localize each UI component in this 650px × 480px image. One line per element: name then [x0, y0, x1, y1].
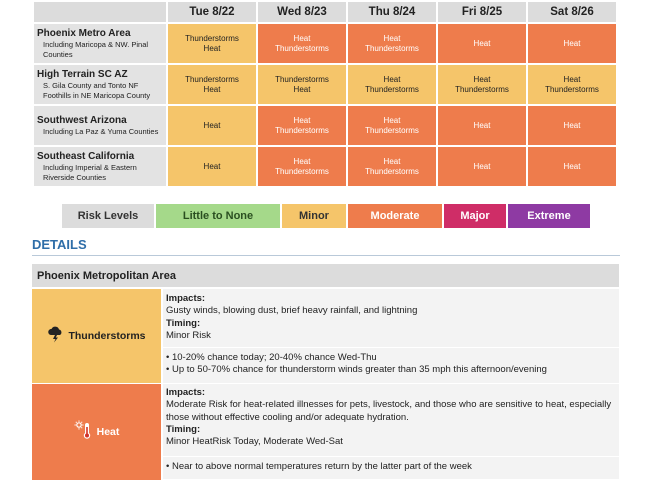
- legend-major: Major: [444, 204, 506, 228]
- hazard-line: Heat: [383, 156, 401, 166]
- impacts-text: Gusty winds, blowing dust, brief heavy rainfall, and lightning: [166, 305, 418, 317]
- timing-text: Minor HeatRisk Today, Moderate Wed-Sat: [166, 436, 343, 448]
- hazard-line: Heat: [293, 84, 311, 94]
- hazard-line: Heat: [203, 161, 221, 171]
- region-header: [33, 23, 167, 64]
- forecast-cell: [437, 105, 527, 146]
- forecast-cell: [257, 105, 347, 146]
- hazard-line: Thunderstorms: [275, 125, 329, 135]
- forecast-cell: [347, 23, 437, 64]
- region-row: [33, 105, 617, 146]
- day-header: Sat 8/26: [527, 1, 617, 23]
- region-row: [33, 23, 617, 64]
- hazard-line: Heat: [383, 115, 401, 125]
- thermometer-sun-icon: [74, 420, 94, 445]
- hazard-line: Heat: [563, 161, 581, 171]
- hazard-line: Thunderstorms: [275, 74, 329, 84]
- region-row: [33, 64, 617, 105]
- region-subtitle: Including Maricopa & NW. Pinal Counties: [43, 40, 149, 59]
- hazard-line: Heat: [203, 43, 221, 53]
- impacts-heading: Impacts:: [166, 387, 206, 398]
- forecast-cell: [347, 146, 437, 187]
- day-header: Thu 8/24: [347, 1, 437, 23]
- forecast-cell: [527, 146, 617, 187]
- hazard-line: Thunderstorms: [365, 166, 419, 176]
- heat-impacts: [163, 384, 619, 456]
- legend-title: Risk Levels: [62, 204, 154, 228]
- hazard-line: Thunderstorms: [275, 166, 329, 176]
- hazard-line: Heat: [383, 33, 401, 43]
- hazard-line: Heat: [383, 74, 401, 84]
- hazard-line: Heat: [293, 33, 311, 43]
- hazard-line: Thunderstorms: [545, 84, 599, 94]
- legend-minor: Minor: [282, 204, 346, 228]
- details-divider: [32, 255, 620, 256]
- forecast-cell: [527, 105, 617, 146]
- hazard-line: Heat: [563, 120, 581, 130]
- day-header: Tue 8/22: [167, 1, 257, 23]
- forecast-cell: [257, 23, 347, 64]
- forecast-cell: [437, 64, 527, 105]
- hazard-line: Heat: [203, 120, 221, 130]
- timing-heading: Timing:: [166, 317, 201, 329]
- details-heading: DETAILS: [32, 237, 87, 252]
- hazard-line: Thunderstorms: [365, 125, 419, 135]
- impacts-heading: Impacts:: [166, 293, 206, 304]
- forecast-header-row: [33, 1, 617, 23]
- heat-bullets: [163, 457, 619, 479]
- forecast-cell: [437, 146, 527, 187]
- forecast-cell: [347, 64, 437, 105]
- region-name: Southwest Arizona: [37, 114, 127, 126]
- hazard-line: Thunderstorms: [365, 43, 419, 53]
- impacts-text: Moderate Risk for heat-related illnesses for pets, livestock, and those who are sensitive to heat, especially those without effective cooling and/or adequate hydration.: [166, 399, 612, 423]
- hazard-line: Heat: [473, 161, 491, 171]
- day-header: Fri 8/25: [437, 1, 527, 23]
- hazard-line: Thunderstorms: [185, 33, 239, 43]
- legend-little-to-none: Little to None: [156, 204, 280, 228]
- day-header: Wed 8/23: [257, 1, 347, 23]
- bullet-item: • 10-20% chance today; 20-40% chance Wed-Thu: [166, 352, 377, 363]
- legend-extreme: Extreme: [508, 204, 590, 228]
- bullet-item: • Up to 50-70% chance for thunderstorm winds greater than 35 mph this afternoon/evening: [166, 364, 547, 376]
- hazard-line: Heat: [473, 38, 491, 48]
- forecast-cell: [527, 23, 617, 64]
- heat-label-cell: [32, 384, 161, 480]
- thunderstorms-impacts: [163, 289, 619, 347]
- hazard-line: Heat: [563, 38, 581, 48]
- hazard-line: Heat: [293, 156, 311, 166]
- hazard-line: Thunderstorms: [455, 84, 509, 94]
- region-header: [33, 146, 167, 187]
- forecast-cell: [437, 23, 527, 64]
- region-name: High Terrain SC AZ: [37, 69, 128, 80]
- hazard-line: Thunderstorms: [275, 43, 329, 53]
- thunderstorms-label: Thunderstorms: [68, 330, 146, 342]
- timing-heading: Timing:: [166, 423, 201, 435]
- hazard-line: Heat: [293, 115, 311, 125]
- region-name: Phoenix Metro Area: [37, 28, 131, 39]
- region-header: [33, 105, 167, 146]
- forecast-cell: [527, 64, 617, 105]
- forecast-cell: [167, 105, 257, 146]
- forecast-cell: [257, 64, 347, 105]
- region-subtitle: S. Gila County and Tonto NF Foothills in NE Maricopa County: [43, 81, 151, 100]
- hazard-line: Heat: [563, 74, 581, 84]
- region-subtitle: Including Imperial & Eastern Riverside Counties: [43, 163, 137, 182]
- region-subtitle: Including La Paz & Yuma Counties: [43, 126, 159, 136]
- timing-text: Minor Risk: [166, 329, 211, 341]
- area-title: Phoenix Metropolitan Area: [32, 264, 619, 287]
- hazard-line: Thunderstorms: [365, 84, 419, 94]
- bullet-item: • Near to above normal temperatures return by the latter part of the week: [166, 461, 472, 472]
- hazard-line: Heat: [473, 120, 491, 130]
- region-header: [33, 64, 167, 105]
- legend-moderate: Moderate: [348, 204, 442, 228]
- forecast-cell: [257, 146, 347, 187]
- region-name: Southeast California: [37, 151, 135, 162]
- hazard-line: Heat: [473, 74, 491, 84]
- forecast-cell: [167, 64, 257, 105]
- hazard-line: Heat: [203, 84, 221, 94]
- forecast-cell: [347, 105, 437, 146]
- forecast-grid: [32, 0, 618, 188]
- thunderstorms-label-cell: [32, 289, 161, 383]
- region-row: [33, 146, 617, 187]
- heat-label: Heat: [96, 426, 120, 438]
- forecast-cell: [167, 23, 257, 64]
- storm-cloud-icon: [47, 325, 65, 348]
- risk-legend: [62, 204, 592, 228]
- thunderstorms-bullets: [163, 348, 619, 383]
- header-corner: [33, 1, 167, 23]
- forecast-cell: [167, 146, 257, 187]
- hazard-line: Thunderstorms: [185, 74, 239, 84]
